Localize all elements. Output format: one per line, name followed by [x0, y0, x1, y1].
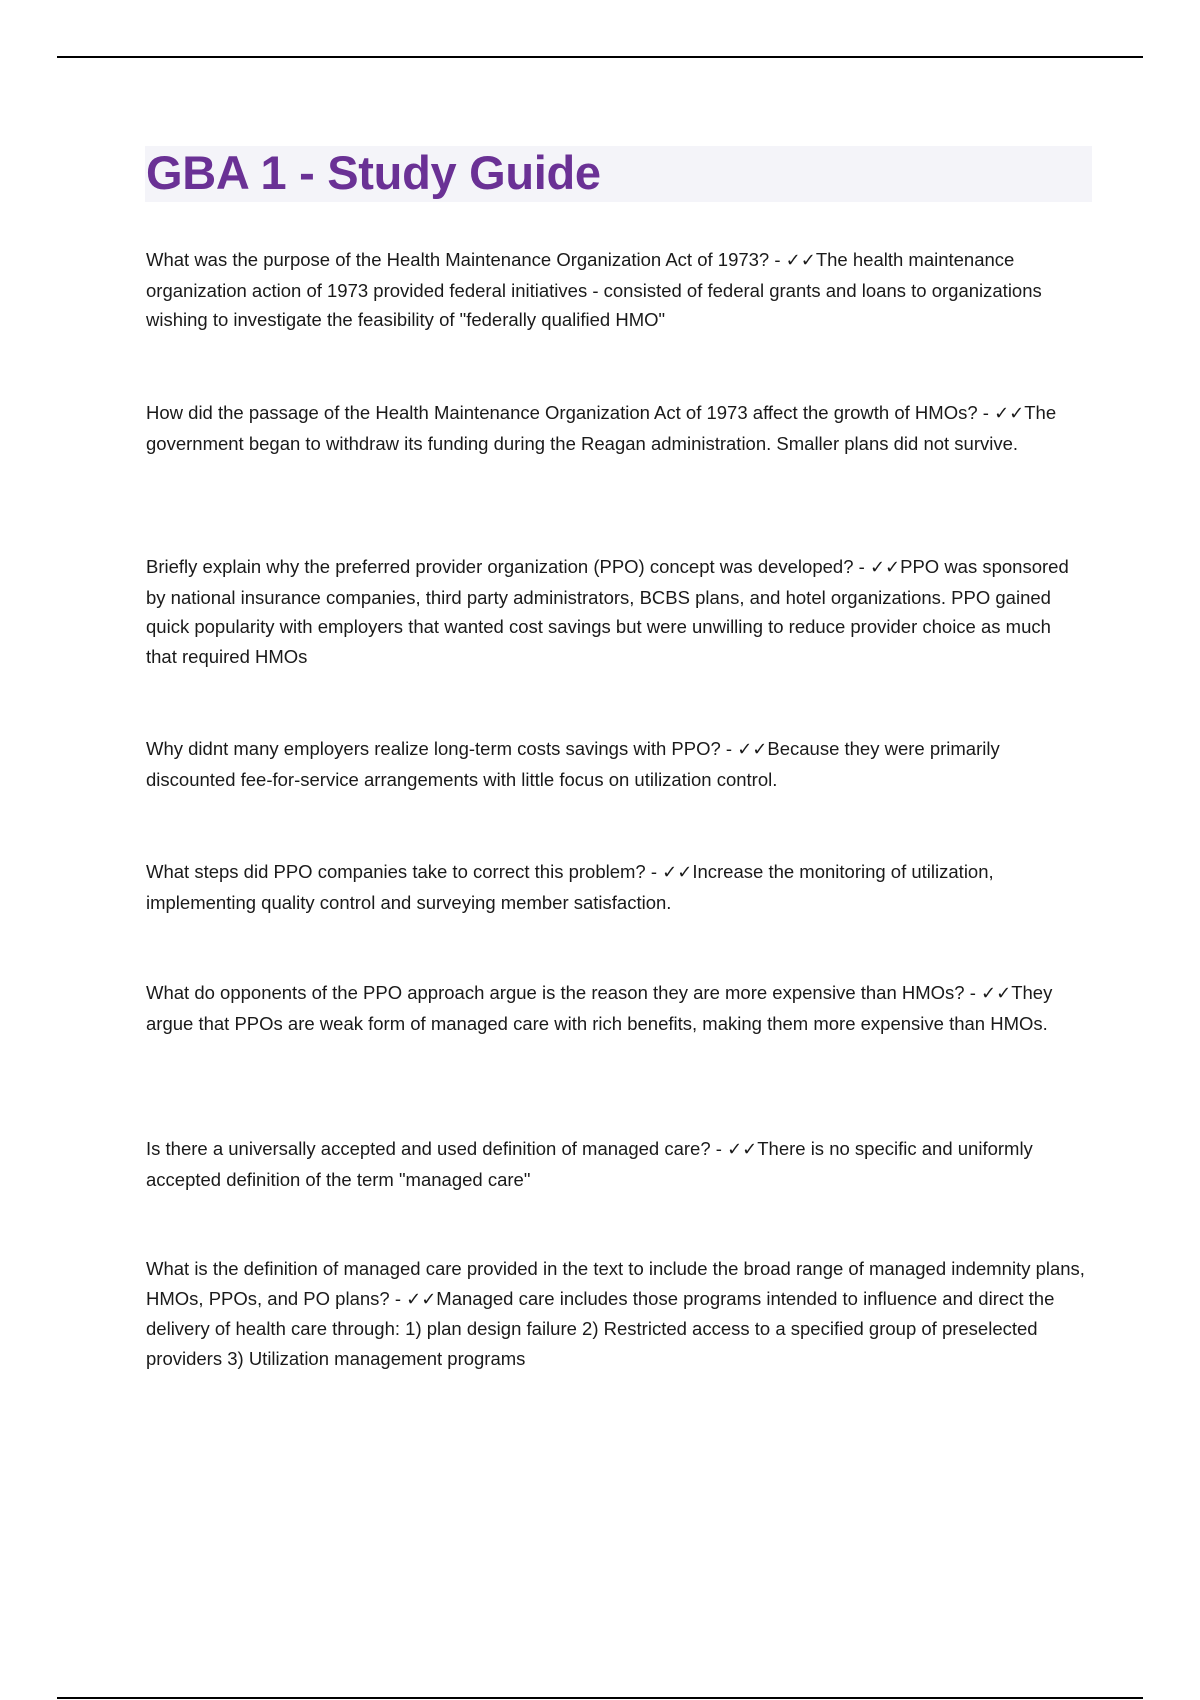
- answer-text: The health maintenance organization action of 1973 provided federal initiatives - consisted of federal grants and loans to organizations wishing to investigate the feasibility of "federally qualified HMO": [146, 249, 1042, 330]
- qa-item-7: [146, 1134, 1086, 1194]
- qa-item-5: [146, 857, 1086, 917]
- check-mark-icon: ✓✓: [869, 557, 901, 578]
- answer-text: The government began to withdraw its funding during the Reagan administration. Smaller plans did not survive.: [146, 402, 1057, 454]
- qa-item-1: [146, 245, 1086, 335]
- check-mark-icon: ✓✓: [662, 862, 693, 883]
- answer-text: There is no specific and uniformly accepted definition of the term "managed care": [146, 1138, 1033, 1190]
- check-mark-icon: ✓✓: [727, 1139, 758, 1160]
- top-divider: [57, 56, 1143, 58]
- question-text: How did the passage of the Health Maintenance Organization Act of 1973 affect the growth of HMOs? -: [146, 402, 995, 423]
- question-text: Why didnt many employers realize long-term costs savings with PPO? -: [146, 738, 738, 759]
- answer-text: Because they were primarily discounted fee-for-service arrangements with little focus on utilization control.: [146, 738, 1000, 790]
- check-mark-icon: ✓✓: [994, 403, 1025, 424]
- question-text: Is there a universally accepted and used definition of managed care? -: [146, 1138, 728, 1159]
- qa-item-2: [146, 398, 1086, 458]
- qa-item-6: [146, 978, 1086, 1038]
- check-mark-icon: ✓✓: [785, 250, 816, 271]
- check-mark-icon: ✓✓: [981, 983, 1012, 1004]
- answer-text: Increase the monitoring of utilization, implementing quality control and surveying member satisfaction.: [146, 861, 994, 913]
- qa-item-3: [146, 552, 1086, 671]
- qa-item-4: [146, 734, 1086, 794]
- qa-item-8: [146, 1254, 1086, 1373]
- question-text: What steps did PPO companies take to correct this problem? -: [146, 861, 663, 882]
- check-mark-icon: ✓✓: [737, 739, 768, 760]
- check-mark-icon: ✓✓: [406, 1288, 437, 1310]
- answer-text: Managed care includes those programs intended to influence and direct the delivery of health care through: 1) plan design failure 2) Restricted access to a specified group of preselected providers 3) Utilization management programs: [146, 1287, 1055, 1369]
- answer-text: PPO was sponsored by national insurance companies, third party administrators, BCBS plans, and hotel organizations. PPO gained quick popularity with employers that wanted cost savings but were unwilling to reduce provider choice as much that required HMOs: [146, 556, 1069, 667]
- question-text: What is the definition of managed care provided in the text to include the broad range of managed indemnity plans, HMOs, PPOs, and PO plans? -: [146, 1258, 1085, 1309]
- bottom-divider: [57, 1697, 1143, 1699]
- question-text: Briefly explain why the preferred provider organization (PPO) concept was developed? -: [146, 556, 870, 577]
- question-text: What was the purpose of the Health Maintenance Organization Act of 1973? -: [146, 249, 786, 270]
- question-text: What do opponents of the PPO approach argue is the reason they are more expensive than HMOs? -: [146, 982, 982, 1003]
- page-title: GBA 1 - Study Guide: [146, 146, 601, 199]
- answer-text: They argue that PPOs are weak form of managed care with rich benefits, making them more expensive than HMOs.: [146, 982, 1053, 1034]
